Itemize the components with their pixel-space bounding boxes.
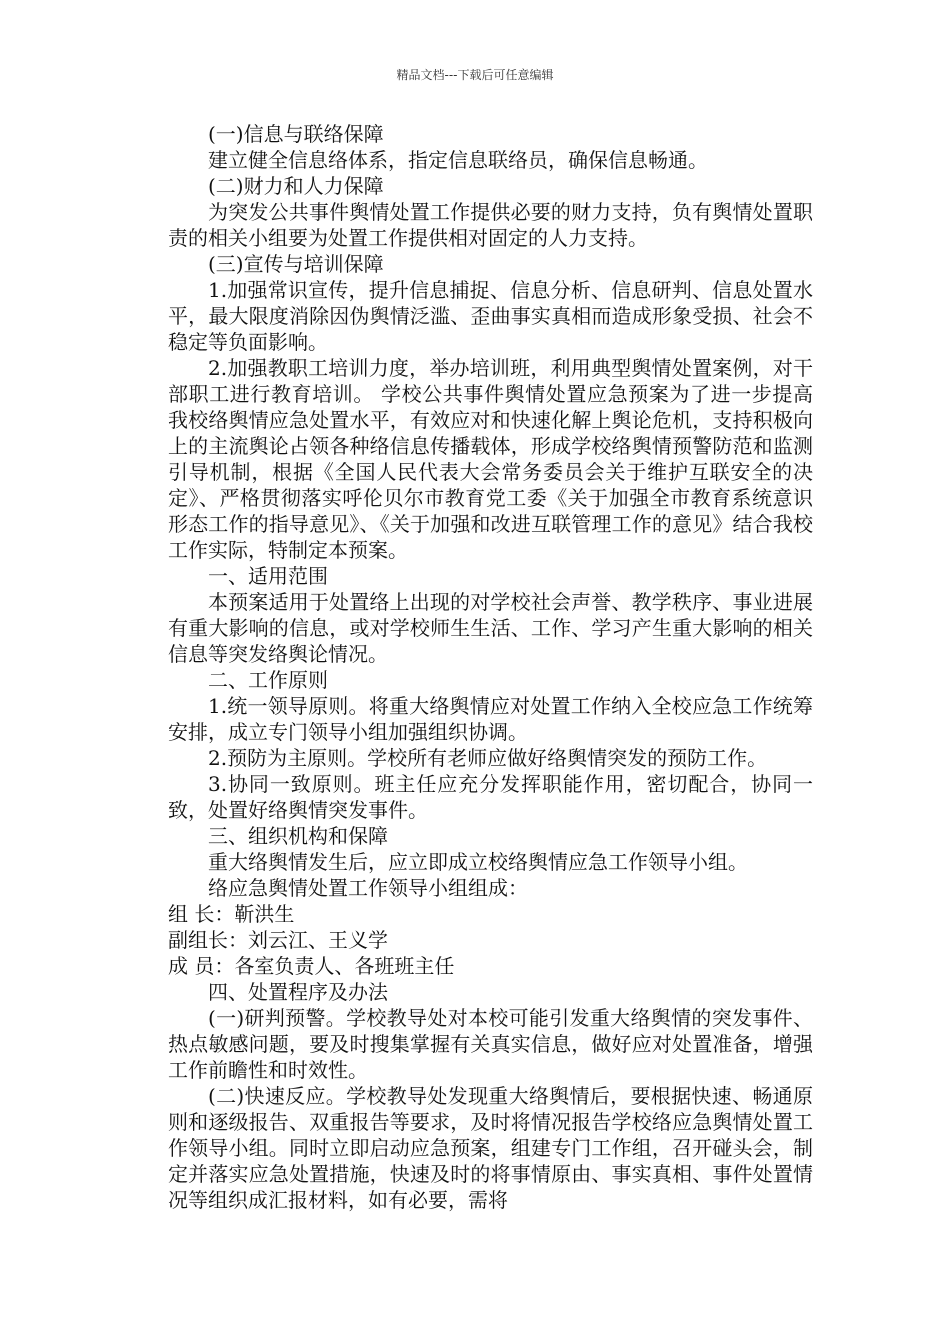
paragraph: 3.协同一致原则。班主任应充分发挥职能作用，密切配合，协同一致，处置好络舆情突发事件。 (168, 772, 813, 822)
paragraph: (二)快速反应。学校教导处发现重大络舆情后，要根据快速、畅通原则和逐级报告、双重报告等要求，及时将情况报告学校络应急舆情处置工作领导小组。同时立即启动应急预案，组建专门工作组，召开碰头会，制定并落实应急处置措施，快速及时的将事情原由、事实真相、事件处置情况等组织成汇报材料，如有必要，需将 (168, 1084, 813, 1212)
member-line-deputy: 副组长：刘云江、王义学 (168, 928, 388, 952)
section-heading: (二)财力和人力保障 (208, 174, 384, 198)
section-heading: 二、工作原则 (208, 668, 328, 692)
section-heading: 一、适用范围 (208, 564, 328, 588)
paragraph: 2.预防为主原则。学校所有老师应做好络舆情突发的预防工作。 (208, 746, 768, 770)
paragraph: 络应急舆情处置工作领导小组组成： (208, 876, 528, 900)
paragraph: 1.统一领导原则。将重大络舆情应对处置工作纳入全校应急工作统筹安排，成立专门领导小组加强组织协调。 (168, 694, 813, 744)
section-heading: (三)宣传与培训保障 (208, 252, 384, 276)
member-line-leader: 组 长：靳洪生 (168, 902, 295, 926)
member-line-members: 成 员：各室负责人、各班班主任 (168, 954, 455, 978)
document-body (168, 121, 813, 1213)
section-heading: 三、组织机构和保障 (208, 824, 388, 848)
paragraph: 2.加强教职工培训力度，举办培训班，利用典型舆情处置案例，对干部职工进行教育培训。 学校公共事件舆情处置应急预案为了进一步提高我校络舆情应急处置水平，有效应对和快速化解上舆论危机，支持积极向上的主流舆论占领各种络信息传播载体，形成学校络舆情预警防范和监测引导机制，根据《全国人民代表大会常务委员会关于维护互联安全的决定》、严格贯彻落实呼伦贝尔市教育党工委《关于加强全市教育系统意识形态工作的指导意见》、《关于加强和改进互联管理工作的意见》结合我校工作实际，特制定本预案。 (168, 356, 813, 562)
section-heading: 四、处置程序及办法 (208, 980, 388, 1004)
section-heading: (一)信息与联络保障 (208, 122, 384, 146)
paragraph: 本预案适用于处置络上出现的对学校社会声誉、教学秩序、事业进展有重大影响的信息，或对学校师生生活、工作、学习产生重大影响的相关信息等突发络舆论情况。 (168, 590, 813, 666)
paragraph: 建立健全信息络体系，指定信息联络员，确保信息畅通。 (208, 148, 708, 172)
paragraph: (一)研判预警。学校教导处对本校可能引发重大络舆情的突发事件、热点敏感问题，要及时搜集掌握有关真实信息，做好应对处置准备，增强工作前瞻性和时效性。 (168, 1006, 813, 1082)
paragraph: 重大络舆情发生后，应立即成立校络舆情应急工作领导小组。 (208, 850, 748, 874)
paragraph: 为突发公共事件舆情处置工作提供必要的财力支持，负有舆情处置职责的相关小组要为处置工作提供相对固定的人力支持。 (168, 200, 813, 250)
paragraph: 1.加强常识宣传，提升信息捕捉、信息分析、信息研判、信息处置水平，最大限度消除因伪舆情泛滥、歪曲事实真相而造成形象受损、社会不稳定等负面影响。 (168, 278, 813, 354)
page-header-note: 精品文档---下载后可任意编辑 (396, 68, 554, 82)
